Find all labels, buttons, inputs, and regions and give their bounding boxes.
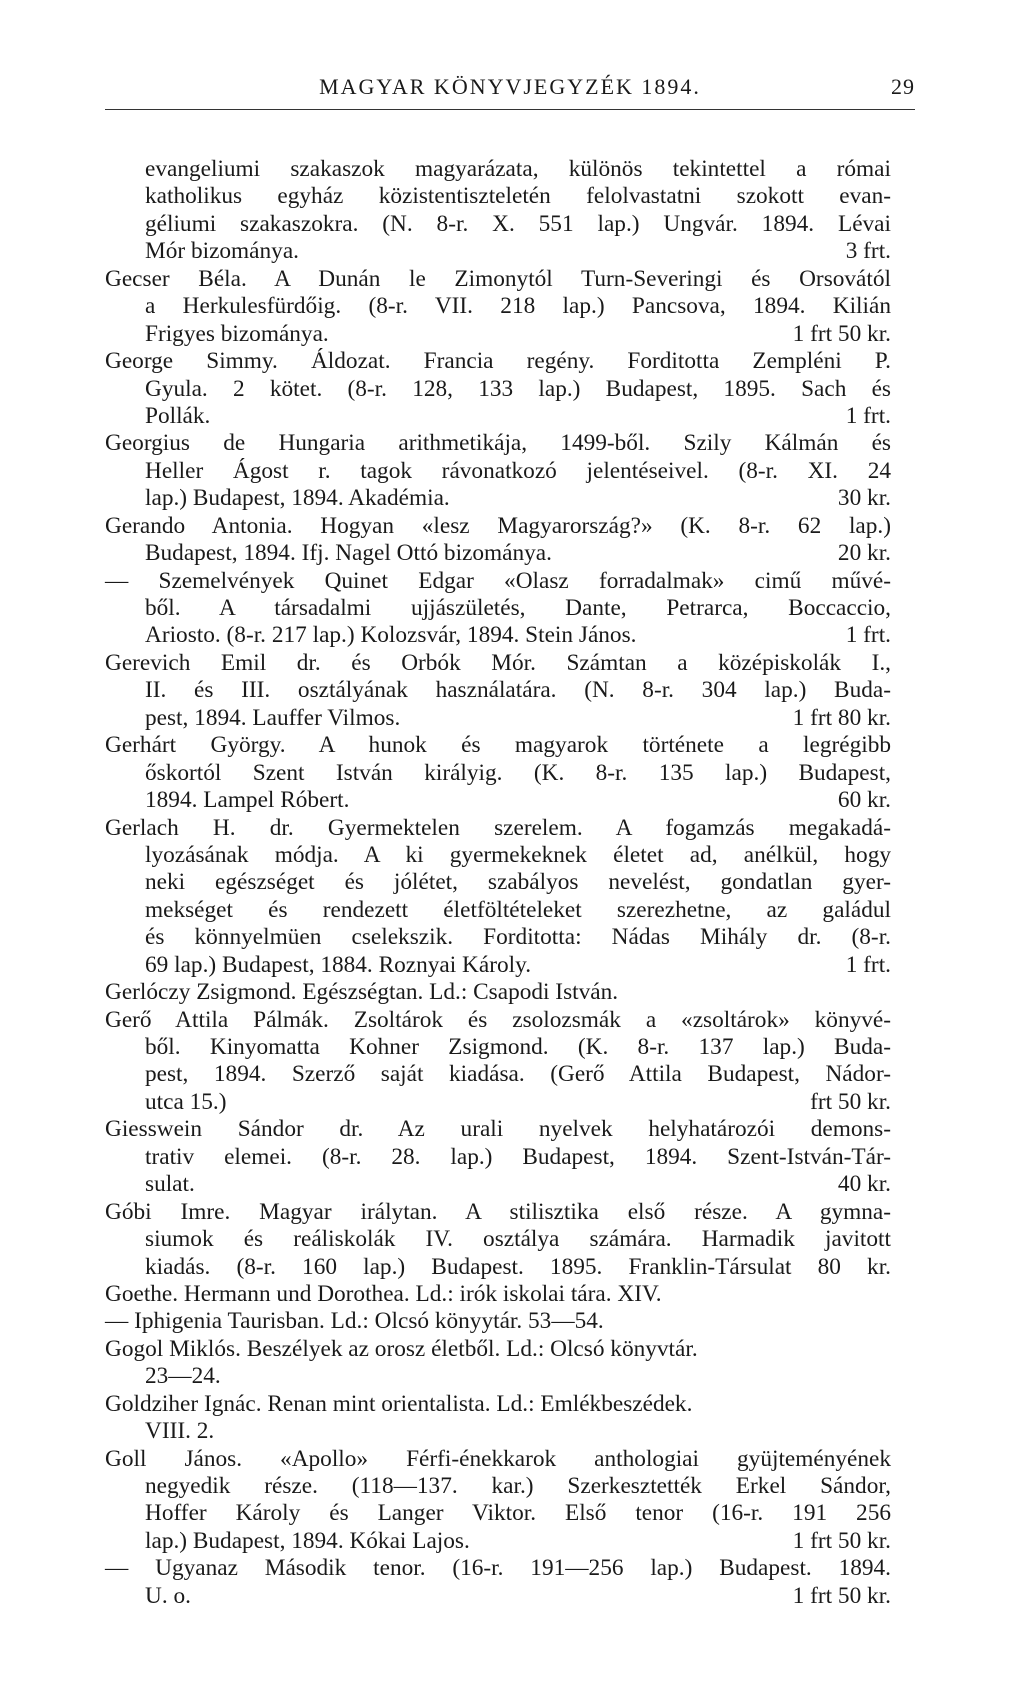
price: frt 50 kr. [810,1088,891,1115]
line-text: Pollák. [145,402,211,429]
text-line [105,1144,891,1171]
text-line [105,979,891,1006]
line-text: Mór bizománya. [145,238,299,265]
line-text: katholikus egyház közistentiszteletén felolvastatni szokott evan- [145,183,891,210]
running-title: MAGYAR KÖNYVJEGYZÉK 1894. [319,74,701,99]
text-line [105,293,891,320]
line-text: Gerő Attila Pálmák. Zsoltárok és zsolozsmák a «zsoltárok» könyvé- [105,1006,891,1033]
line-text: Giesswein Sándor dr. Az urali nyelvek helyhatározói demons- [105,1116,891,1143]
text-line [105,430,891,457]
price: 40 kr. [837,1171,891,1198]
line-text: 23—24. [145,1363,221,1390]
line-text: trativ elemei. (8-r. 28. lap.) Budapest, 1894. Szent-István-Tár- [145,1143,891,1170]
line-text: George Simmy. Áldozat. Francia regény. Forditotta Zempléni P. [105,348,891,375]
text-line [105,1336,891,1363]
text-line [105,1281,891,1308]
line-text: Góbi Imre. Magyar irálytan. A stilisztika első része. A gymna- [105,1198,891,1225]
page-number: 29 [891,74,915,99]
text-line [105,485,891,512]
price: 60 kr. [837,787,891,814]
text-line [105,1007,891,1034]
line-text: Gerhárt György. A hunok és magyarok története a legrégibb [105,732,891,759]
line-text: géliumi szakaszokra. (N. 8-r. X. 551 lap.) Ungvár. 1894. Lévai [145,210,891,237]
text-line [105,1391,891,1418]
text-line [105,513,891,540]
line-text: negyedik része. (118—137. kar.) Szerkesztették Erkel Sándor, [145,1473,891,1499]
price: 1 frt 50 kr. [792,320,891,347]
text-line [105,266,891,293]
line-text: Gerlach H. dr. Gyermektelen szerelem. A fogamzás megakadá- [105,814,891,841]
line-text: Budapest, 1894. Ifj. Nagel Ottó bizománya. [145,540,552,567]
text-line [105,1308,891,1335]
line-text: VIII. 2. [145,1418,215,1445]
line-text: — Szemelvények Quinet Edgar «Olasz forradalmak» cimű művé- [105,567,891,594]
text-line [105,1226,891,1253]
line-text: 1894. Lampel Róbert. [145,787,350,814]
price: 1 frt 50 kr. [792,1582,891,1609]
text-line [105,183,891,210]
line-text: 69 lap.) Budapest, 1884. Roznyai Károly. [145,951,532,978]
line-text: Hoffer Károly és Langer Viktor. Első tenor (16-r. 191 256 [145,1500,891,1527]
line-text: Gyula. 2 kötet. (8-r. 128, 133 lap.) Budapest, 1895. Sach és [145,375,891,402]
text-line [105,677,891,704]
running-head [105,74,915,104]
line-text: Heller Ágost r. tagok rávonatkozó jelentéseivel. (8-r. XI. 24 [145,457,891,484]
line-text: neki egészséget és jólétet, szabályos nevelést, gondatlan gyer- [145,869,891,896]
text-line [105,705,891,732]
text-line [105,952,891,979]
text-line [105,1254,891,1281]
line-text: Gogol Miklós. Beszélyek az orosz életből. Ld.: Olcsó könyvtár. [105,1335,698,1362]
text-line [105,924,891,951]
line-text: lap.) Budapest, 1894. Akadémia. [145,485,450,512]
text-line [105,1089,891,1116]
text-line [105,787,891,814]
text-line [105,842,891,869]
text-line [105,1199,891,1226]
text-line [105,238,891,265]
text-line [105,650,891,677]
line-text: ből. Kinyomatta Kohner Zsigmond. (K. 8-r. 137 lap.) Buda- [145,1034,891,1060]
text-line [105,348,891,375]
line-text: és könnyelmüen cselekszik. Forditotta: Nádas Mihály dr. (8-r. [145,924,891,951]
line-text: lap.) Budapest, 1894. Kókai Lajos. [145,1527,470,1554]
price: 1 frt. [845,402,891,429]
line-text: II. és III. osztályának használatára. (N. 8-r. 304 lap.) Buda- [145,677,891,704]
line-text: — Ugyanaz Második tenor. (16-r. 191—256 lap.) Budapest. 1894. [105,1555,891,1582]
line-text: a Herkulesfürdőig. (8-r. VII. 218 lap.) Pancsova, 1894. Kilián [145,293,891,320]
text-line [105,869,891,896]
text-line [105,897,891,924]
text-line [105,1363,891,1390]
text-line [105,1061,891,1088]
line-text: siumok és reáliskolák IV. osztálya számára. Harmadik javitott [145,1226,891,1253]
text-line [105,1116,891,1143]
text-line [105,815,891,842]
price: 30 kr. [837,485,891,512]
line-text: Georgius de Hungaria arithmetikája, 1499-ből. Szily Kálmán és [105,430,891,457]
line-text: evangeliumi szakaszok magyarázata, különös tekintettel a római [145,156,891,182]
price: 1 frt 80 kr. [792,704,891,731]
price: 1 frt 50 kr. [792,1527,891,1554]
text-line [105,1473,891,1500]
text-line [105,540,891,567]
line-text: Gerlóczy Zsigmond. Egészségtan. Ld.: Csapodi István. [105,979,619,1006]
header-rule [105,109,915,110]
text-line [105,376,891,403]
text-line [105,568,891,595]
text-line [105,732,891,759]
text-line [105,156,891,183]
price: 1 frt. [845,622,891,649]
text-line [105,403,891,430]
text-line [105,622,891,649]
line-text: Goldziher Ignác. Renan mint orientalista. Ld.: Emlékbeszédek. [105,1390,693,1417]
text-line [105,595,891,622]
line-text: Goll János. «Apollo» Férfi-énekkarok anthologiai gyüjteményének [105,1445,891,1472]
text-line [105,1171,891,1198]
line-text: kiadás. (8-r. 160 lap.) Budapest. 1895. Franklin-Társulat 80 kr. [145,1253,891,1280]
line-text: U. o. [145,1582,191,1609]
text-line [105,211,891,238]
line-text: ből. A társadalmi ujjászületés, Dante, Petrarca, Boccaccio, [145,595,891,621]
line-text: sulat. [145,1171,195,1198]
line-text: Gerevich Emil dr. és Orbók Mór. Számtan a középiskolák I., [105,649,891,676]
text-line [105,1034,891,1061]
line-text: pest, 1894. Szerző saját kiadása. (Gerő Attila Budapest, Nádor- [145,1061,891,1088]
text-line [105,1500,891,1527]
text-line [105,1555,891,1582]
line-text: őskortól Szent István királyig. (K. 8-r. 135 lap.) Budapest, [145,759,891,786]
line-text: Gerando Antonia. Hogyan «lesz Magyarország?» (K. 8-r. 62 lap.) [105,512,891,539]
line-text: Goethe. Hermann und Dorothea. Ld.: irók iskolai tára. XIV. [105,1280,662,1307]
line-text: mekséget és rendezett életföltételeket szerezhetne, az galádul [145,896,891,923]
line-text: pest, 1894. Lauffer Vilmos. [145,704,401,731]
catalog-entries [105,156,891,1610]
text-line [105,321,891,348]
price: 20 kr. [837,540,891,567]
price: 3 frt. [845,238,891,265]
text-line [105,458,891,485]
price: 1 frt. [845,951,891,978]
line-text: utca 15.) [145,1088,227,1115]
text-line [105,760,891,787]
text-line [105,1446,891,1473]
line-text: Gecser Béla. A Dunán le Zimonytól Turn-Severingi és Orsovától [105,265,891,292]
line-text: lyozásának módja. A ki gyermekeknek életet ad, anélkül, hogy [145,841,891,868]
line-text: — Iphigenia Taurisban. Ld.: Olcsó könyytár. 53—54. [105,1308,604,1335]
text-line [105,1528,891,1555]
line-text: Frigyes bizománya. [145,320,329,347]
text-line [105,1418,891,1445]
line-text: Ariosto. (8-r. 217 lap.) Kolozsvár, 1894. Stein János. [145,622,637,649]
text-line [105,1583,891,1610]
